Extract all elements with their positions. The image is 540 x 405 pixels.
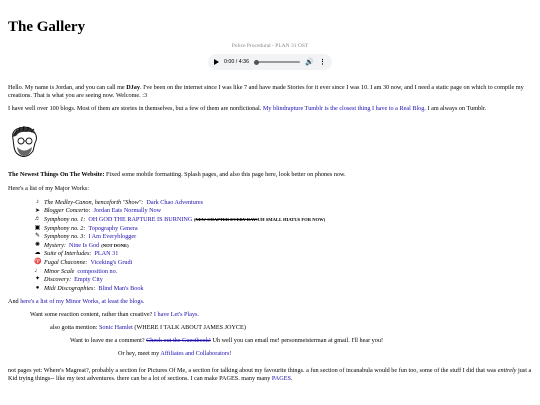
work-title: Midi Discographies:	[44, 284, 96, 292]
comment-suffix: Uh well you can email me! personmeisterman at gmail. I'll hear you!	[210, 337, 384, 345]
cloud-icon: ☁	[34, 250, 41, 257]
audio-player[interactable]	[208, 54, 332, 70]
sonic-hamlet-link[interactable]: Sonic Hamlet	[98, 324, 133, 332]
list-item	[34, 267, 532, 276]
audio-time: 0:00 / 4:36	[224, 58, 250, 65]
list-item	[34, 233, 532, 242]
hamlet-prefix: also gotta mention:	[50, 324, 99, 332]
comment-line	[8, 337, 532, 345]
blogs-text: I have well over 100 blogs. Most of them are stories in themselves, but a few of them are nonfictional.	[8, 105, 263, 113]
intro-suffix: . I've been on the internet since I was like 7 and have made Stories for it ever since I was 10. I am 30 now, and I need a static page on which to compile my creations. That is what you are seeing now. Welcome. :3	[8, 84, 524, 100]
minor-works-link[interactable]: here's a list of my Minor Works, at least the blogs.	[20, 298, 145, 306]
play-icon[interactable]	[214, 59, 219, 65]
audio-section	[8, 43, 532, 70]
reaction-line	[8, 311, 532, 319]
work-title: Minor Scale	[44, 267, 75, 275]
list-item	[34, 259, 532, 268]
work-link[interactable]: PLAN 31	[94, 250, 119, 258]
audio-progress-slider[interactable]	[254, 61, 300, 63]
final-text2: just a Kid trying things-- like my text adventures. there can be a lot of sections. I can make PAGES. many many	[8, 367, 532, 383]
final-end: .	[290, 375, 293, 383]
arrow-icon: ➤	[34, 207, 41, 214]
lets-plays-link[interactable]: I have Let's Plays.	[153, 311, 199, 319]
star-icon: ✺	[34, 241, 41, 248]
affiliates-prefix: Or hey, meet my	[118, 350, 161, 358]
list-item: ♬ Symphony no. 1: OH GOD THE RAPTURE IS BURNING ( NEW CHAPTER EVERY DAY! UH SMALL HIATUS FOR NOW)	[34, 215, 326, 223]
audio-caption: Police Procedural - PLAN 31 OST	[231, 43, 309, 49]
avatar	[8, 125, 40, 159]
list-item	[34, 284, 532, 293]
hamlet-line	[8, 324, 532, 332]
hamlet-suffix: (WHERE I TALK ABOUT JAMES JOYCE)	[132, 324, 246, 332]
comment-prefix: Want to leave me a comment?	[70, 337, 147, 345]
work-link[interactable]: Jordan Eats Normally Now	[93, 207, 162, 215]
intro-paragraph	[8, 84, 532, 100]
page-title: The Gallery	[8, 19, 86, 35]
sparkle-icon: ✦	[34, 276, 41, 283]
more-options-icon[interactable]: ⋮	[319, 58, 326, 66]
work-title: Blogger Concerto:	[44, 207, 91, 215]
major-works-list	[8, 199, 532, 294]
affiliates-line	[8, 350, 532, 358]
minor-prefix: And	[8, 298, 21, 306]
disc-icon: ●	[35, 284, 40, 291]
pen-icon: ✎	[34, 233, 41, 240]
tumblr-link[interactable]: My blindrapture Tumblr is the closest thing I have to a Real Blog.	[262, 105, 426, 113]
notes-icon: ♬	[34, 216, 41, 223]
final-emphasis: entirely	[497, 367, 517, 375]
music-note-icon: ♪	[36, 198, 39, 205]
image-icon: ▣	[34, 224, 41, 231]
work-title: Symphony no. 1:	[44, 215, 86, 223]
work-title: Symphony no. 2:	[44, 224, 86, 232]
list-item	[34, 250, 532, 259]
newest-text: Fixed some mobile formatting. Splash pages, and also this page here, look better on phones now.	[104, 171, 346, 179]
work-link[interactable]: Topography Genera	[88, 224, 138, 232]
major-works-heading: Here's a list of my Major Works:	[8, 185, 89, 193]
guestbook-link[interactable]: Check out the Guestbook!	[146, 337, 211, 345]
work-link[interactable]: Blind Man's Book	[98, 284, 144, 292]
blogs-paragraph	[8, 105, 532, 113]
not-done-note: (NOT DONE)	[101, 242, 129, 248]
ram-icon: ♈	[34, 259, 42, 266]
list-item	[34, 199, 532, 208]
work-title: The Medley-Canon, henceforth "Show":	[44, 198, 144, 206]
final-text: not pages yet: Where's Magreat?, probably a section for Pictures Of Me, a section for talking about my favourite things. a fun section of incanabula would be fun too, some of the stuff I did that was	[8, 367, 498, 375]
work-link[interactable]: OH GOD THE RAPTURE IS BURNING	[88, 215, 193, 223]
work-link[interactable]: Empty City	[74, 276, 103, 284]
newest-things	[8, 171, 532, 179]
affiliates-link[interactable]: Affiliates and Collaborators!	[160, 350, 232, 358]
future-pages-paragraph	[8, 367, 532, 383]
quarter-note-icon: ♩	[34, 267, 41, 274]
minor-works-line	[8, 298, 532, 306]
pages-link[interactable]: PAGES	[271, 375, 291, 383]
work-link[interactable]: Nine Is God	[69, 241, 100, 249]
work-title: Fugal Chaconne:	[44, 258, 88, 266]
volume-icon[interactable]: 🔊	[305, 58, 314, 66]
struck-text: NEW CHAPTER EVERY DAY!	[195, 217, 258, 223]
work-title: Mystery:	[44, 241, 66, 249]
author-name: DJay	[126, 84, 140, 92]
reaction-prefix: Want some reaction content, rather than creative?	[30, 311, 154, 319]
work-link[interactable]: composition no.	[77, 267, 118, 275]
blogs-after: I am always on Tumblr.	[425, 105, 487, 113]
list-item	[34, 207, 532, 216]
intro-prefix: Hello. My name is Jordan, and you can call me	[8, 84, 127, 92]
work-link[interactable]: Viceking's Grudi	[90, 258, 133, 266]
list-item	[34, 241, 532, 250]
hiatus-note: UH SMALL HIATUS FOR NOW)	[257, 217, 326, 223]
work-link[interactable]: I Am Everyblogger	[88, 233, 137, 241]
work-title: Discovery:	[44, 276, 72, 284]
work-title: Symphony no. 3:	[44, 233, 86, 241]
list-item	[34, 276, 532, 285]
list-item	[34, 224, 532, 233]
newest-label: The Newest Things On The Website:	[8, 171, 105, 179]
work-link[interactable]: Dark Chao Adventures	[146, 198, 204, 206]
work-title: Suite of Interludes:	[44, 250, 92, 258]
